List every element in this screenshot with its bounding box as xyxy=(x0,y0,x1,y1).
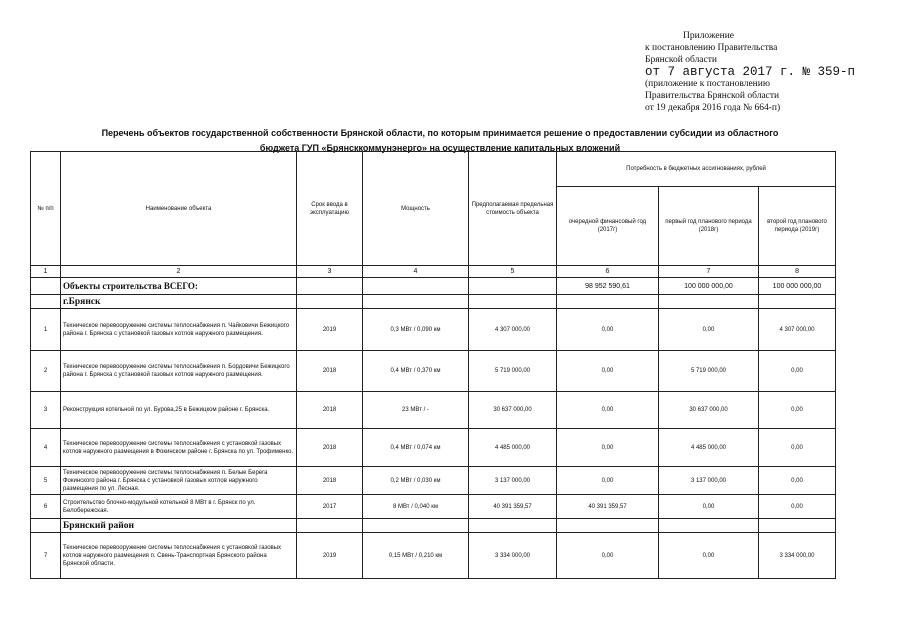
row-number: 7 xyxy=(31,533,61,579)
row-year-3: 0,00 xyxy=(759,429,836,467)
title-line: бюджета ГУП «Брянсккоммунэнерго» на осуществление капитальных вложений xyxy=(259,143,621,153)
row-year-3: 0,00 xyxy=(759,495,836,519)
header-row xyxy=(31,152,836,187)
row-year-3: 0,00 xyxy=(759,392,836,429)
total-year-2: 100 000 000,00 xyxy=(659,278,759,295)
row-power: 0,4 МВт / 0,370 км xyxy=(363,351,469,392)
header-num: № п/п xyxy=(31,152,61,266)
header-name: Наименование объекта xyxy=(61,152,297,266)
row-number: 1 xyxy=(31,309,61,351)
header-year-2: первый год планового периода (2018г) xyxy=(659,187,759,266)
row-power: 0,4 МВт / 0,074 км xyxy=(363,429,469,467)
appendix-text: Брянской области xyxy=(645,55,717,65)
row-year-3: 4 307 000,00 xyxy=(759,309,836,351)
section-title: г.Брянск xyxy=(61,295,297,309)
row-cost: 4 307 000,00 xyxy=(469,309,557,351)
row-year-1: 0,00 xyxy=(557,392,659,429)
row-year-2: 4 485 000,00 xyxy=(659,429,759,467)
total-label: Объекты строительства ВСЕГО: xyxy=(61,278,297,295)
row-year-2: 5 719 000,00 xyxy=(659,351,759,392)
column-number: 4 xyxy=(363,266,469,278)
header-year-1: очередной финансовый год (2017г) xyxy=(557,187,659,266)
title-line: Перечень объектов государственной собственности Брянской области, по которым принимается решение о предоставлении субсидии из областного xyxy=(101,128,779,138)
row-year-2: 0,00 xyxy=(659,495,759,519)
total-year-3: 100 000 000,00 xyxy=(759,278,836,295)
row-power: 0,15 МВт / 0,210 км xyxy=(363,533,469,579)
row-term: 2019 xyxy=(297,533,363,579)
appendix-date: от 7 августа 2017 г. № 359-п xyxy=(645,65,856,79)
row-term: 2018 xyxy=(297,467,363,495)
row-cost: 5 719 000,00 xyxy=(469,351,557,392)
row-number: 6 xyxy=(31,495,61,519)
row-year-3: 0,00 xyxy=(759,351,836,392)
row-year-1: 0,00 xyxy=(557,309,659,351)
row-cost: 4 485 000,00 xyxy=(469,429,557,467)
row-year-2: 30 637 000,00 xyxy=(659,392,759,429)
appendix-text: от 19 декабря 2016 года № 664-п) xyxy=(645,103,781,113)
objects-table xyxy=(30,151,836,579)
row-name: Техническое перевооружение системы теплоснабжения с установкой газовых котлов наружного размещения п. Свень-Транспортная Брянского района Брянской области. xyxy=(61,533,297,579)
section-title: Брянский район xyxy=(61,519,297,533)
row-term: 2018 xyxy=(297,392,363,429)
row-name: Строительство блочно-модульной котельной 8 МВт в г. Брянск по ул. Белобережская. xyxy=(61,495,297,519)
row-power: 0,2 МВт / 0,030 км xyxy=(363,467,469,495)
header-power: Мощность xyxy=(363,152,469,266)
row-year-1: 0,00 xyxy=(557,351,659,392)
row-cost: 40 391 359,57 xyxy=(469,495,557,519)
column-number: 2 xyxy=(61,266,297,278)
appendix-text: (приложение к постановлению xyxy=(645,79,770,89)
row-term: 2018 xyxy=(297,351,363,392)
row-name: Техническое перевооружение системы теплоснабжения с установкой газовых котлов наружного размещения в Фокинском районе г. Брянска по ул. Трофименко. xyxy=(61,429,297,467)
table-row xyxy=(31,533,836,579)
section-row xyxy=(31,519,836,533)
row-year-3: 3 334 000,00 xyxy=(759,533,836,579)
row-cost: 3 137 000,00 xyxy=(469,467,557,495)
column-number: 3 xyxy=(297,266,363,278)
table-row xyxy=(31,429,836,467)
column-number: 7 xyxy=(659,266,759,278)
row-year-2: 3 137 000,00 xyxy=(659,467,759,495)
row-name: Техническое перевооружение системы теплоснабжения п. Чайковичи Бежицкого района г. Брянска с установкой газовых котлов наружного размещения. xyxy=(61,309,297,351)
column-number: 8 xyxy=(759,266,836,278)
row-cost: 30 637 000,00 xyxy=(469,392,557,429)
header-term: Срок ввода в эксплуатацию xyxy=(297,152,363,266)
table-row xyxy=(31,467,836,495)
row-name: Техническое перевооружение системы теплоснабжения п. Белые Берега Фокинского района г. Брянска с установкой газовых котлов наружного размещения по ул. Лесная. xyxy=(61,467,297,495)
row-number: 3 xyxy=(31,392,61,429)
column-number: 1 xyxy=(31,266,61,278)
appendix-text: к постановлению Правительства xyxy=(645,43,778,53)
total-row xyxy=(31,278,836,295)
row-year-2: 0,00 xyxy=(659,533,759,579)
row-term: 2017 xyxy=(297,495,363,519)
header-year-3: второй год планового периода (2019г) xyxy=(759,187,836,266)
table-row xyxy=(31,495,836,519)
row-term: 2018 xyxy=(297,429,363,467)
appendix-heading: Приложение xyxy=(683,31,734,41)
row-number: 2 xyxy=(31,351,61,392)
row-year-2: 0,00 xyxy=(659,309,759,351)
appendix-block xyxy=(645,30,855,114)
row-number: 4 xyxy=(31,429,61,467)
column-number: 5 xyxy=(469,266,557,278)
header-cost: Предполагаемая предельная стоимость объекта xyxy=(469,152,557,266)
appendix-text: Правительства Брянской области xyxy=(645,91,780,101)
column-number-row xyxy=(31,266,836,278)
row-name: Техническое перевооружение системы теплоснабжения п. Бордовичи Бежицкого района г. Брянска с установкой газовых котлов наружного размещения. xyxy=(61,351,297,392)
table-row xyxy=(31,309,836,351)
row-year-1: 0,00 xyxy=(557,467,659,495)
row-power: 23 МВт / - xyxy=(363,392,469,429)
table-row xyxy=(31,392,836,429)
row-term: 2019 xyxy=(297,309,363,351)
row-year-1: 0,00 xyxy=(557,533,659,579)
row-number: 5 xyxy=(31,467,61,495)
row-power: 0,3 МВт / 0,090 км xyxy=(363,309,469,351)
table-row xyxy=(31,351,836,392)
row-year-3: 0,00 xyxy=(759,467,836,495)
row-year-1: 40 391 359,57 xyxy=(557,495,659,519)
row-year-1: 0,00 xyxy=(557,429,659,467)
column-number: 6 xyxy=(557,266,659,278)
section-row xyxy=(31,295,836,309)
total-year-1: 98 952 590,61 xyxy=(557,278,659,295)
header-need: Потребность в бюджетных ассигнованиях, рублей xyxy=(557,152,836,187)
row-cost: 3 334 000,00 xyxy=(469,533,557,579)
row-name: Реконструкция котельной по ул. Бурова,25 в Бежицком районе г. Брянска. xyxy=(61,392,297,429)
row-power: 8 МВт / 0,040 км xyxy=(363,495,469,519)
